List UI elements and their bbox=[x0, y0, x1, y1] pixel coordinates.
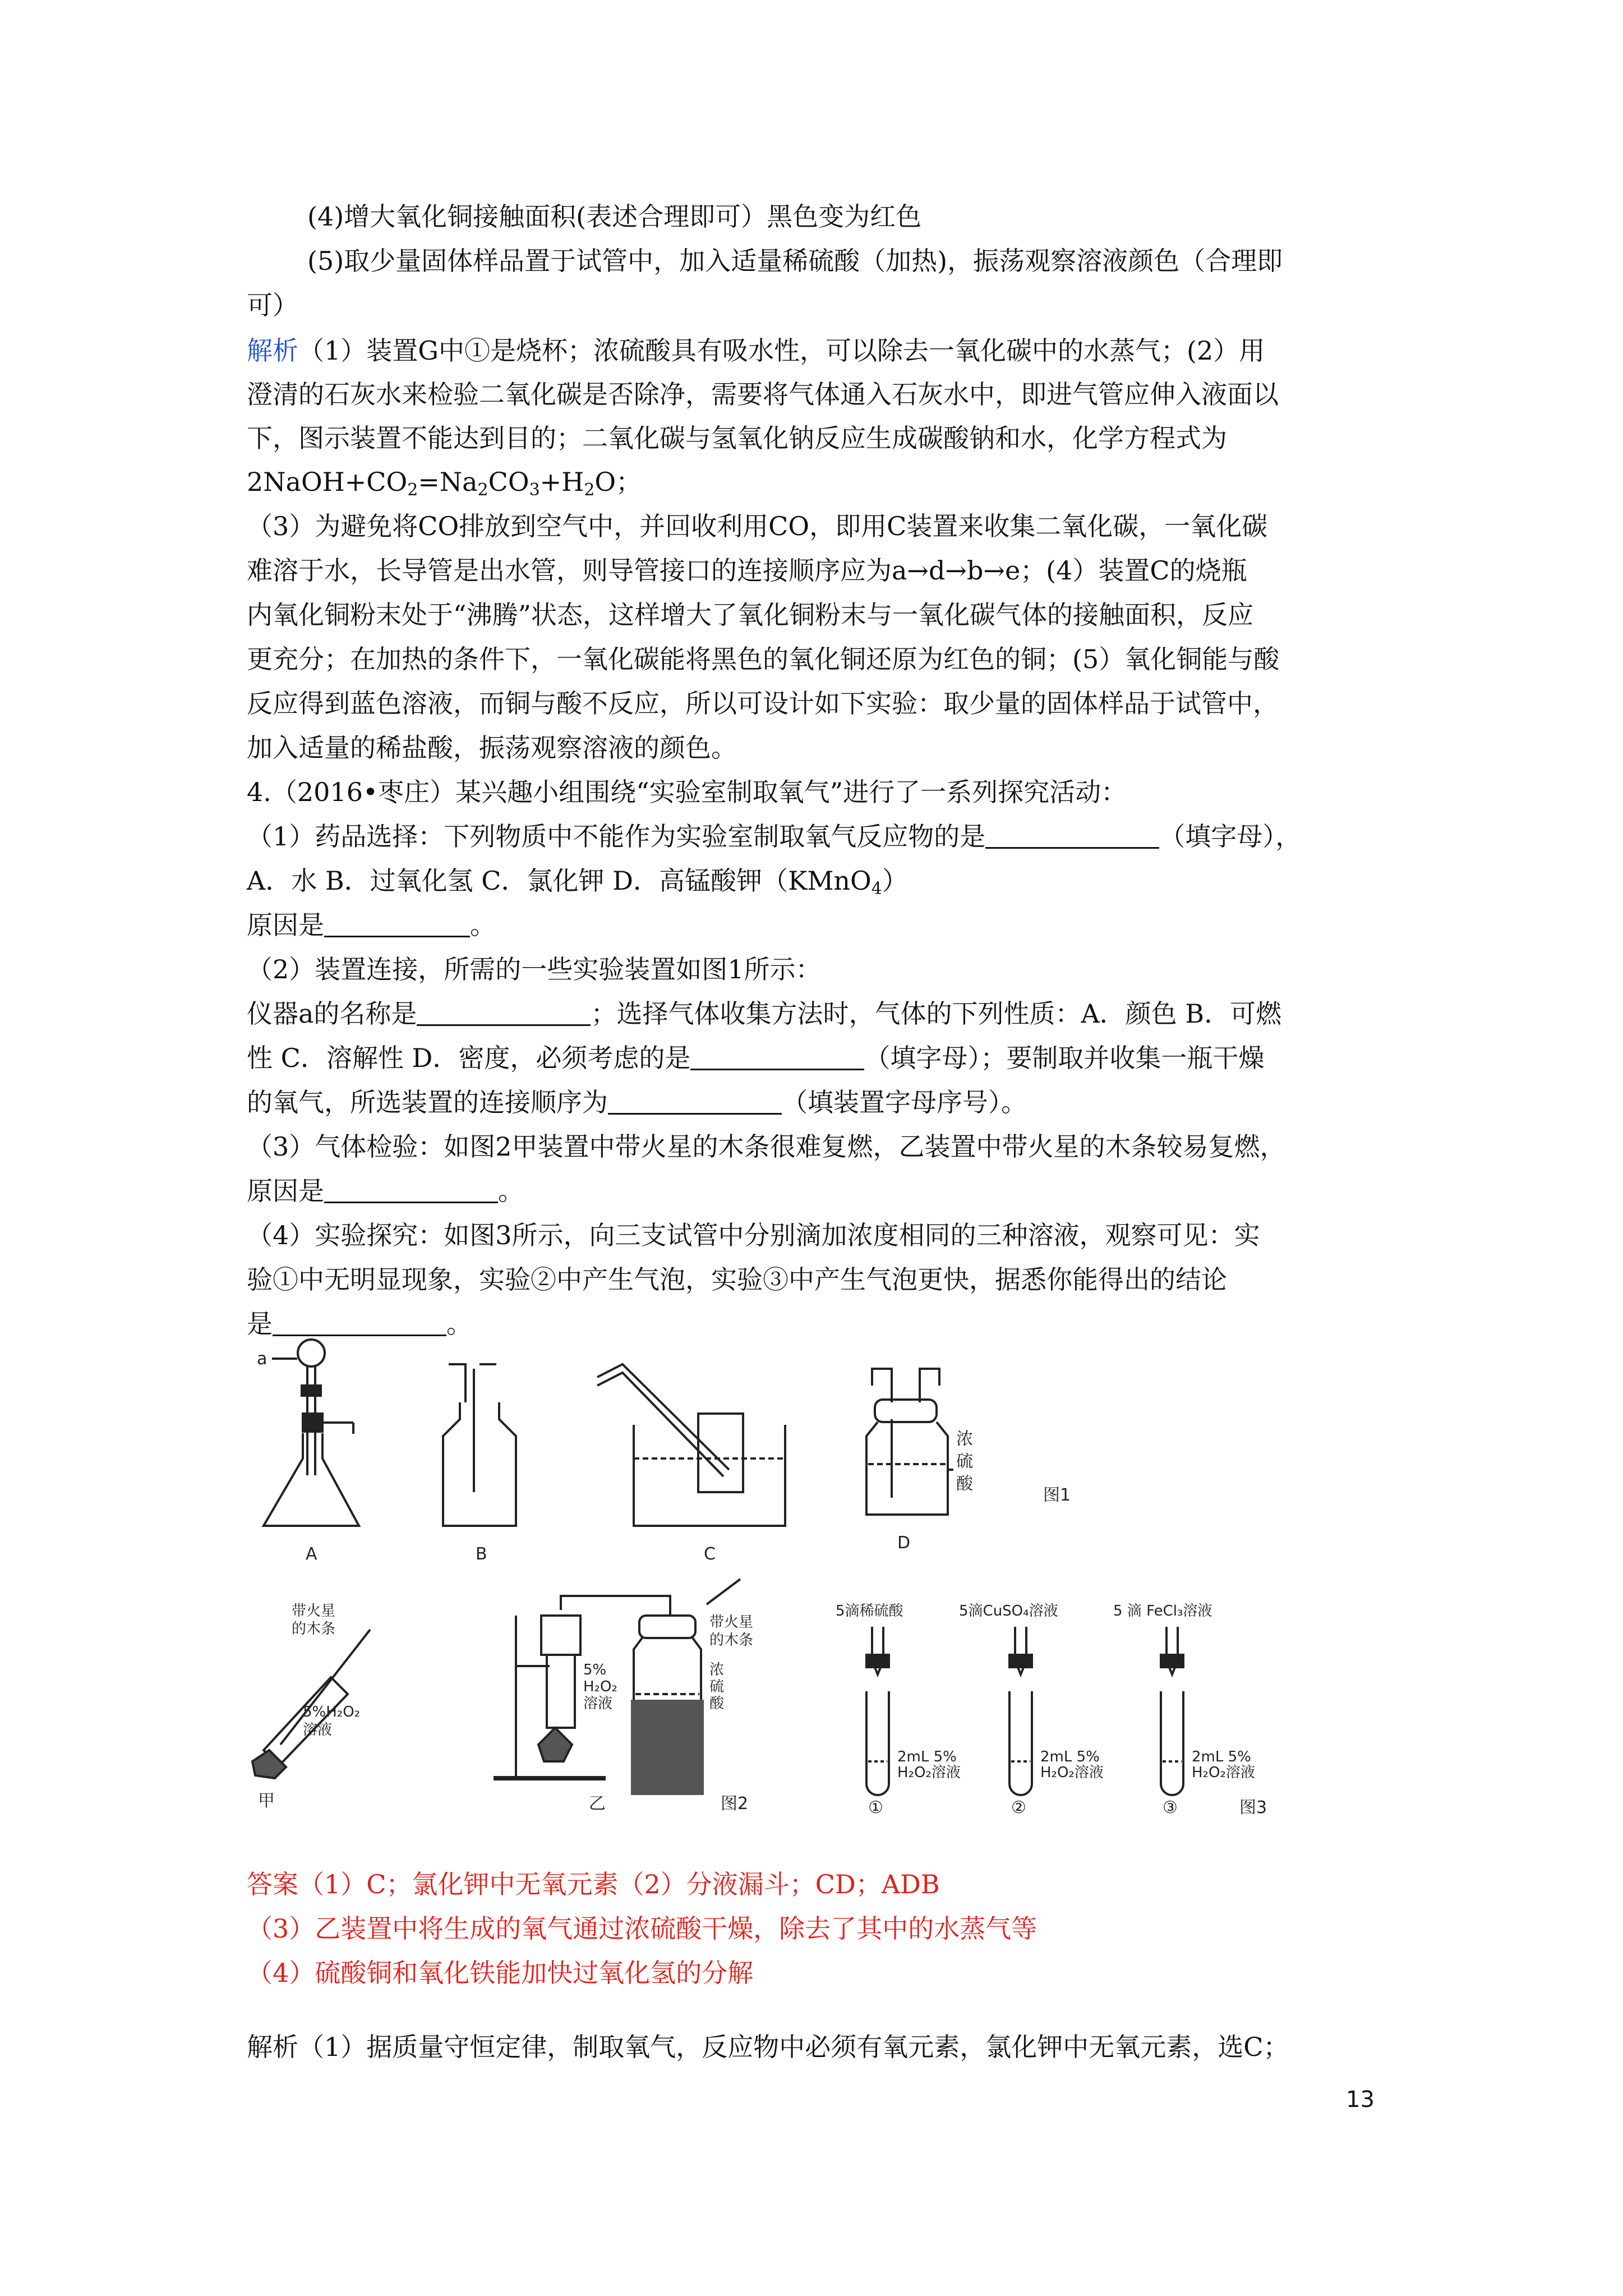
svg-text:酸: 酸 bbox=[709, 1695, 725, 1712]
question-4-part-4-c: 是 。 bbox=[247, 1309, 472, 1339]
svg-text:C: C bbox=[704, 1544, 716, 1564]
svg-text:H₂O₂: H₂O₂ bbox=[583, 1678, 617, 1695]
analysis-line-10: 加入适量的稀盐酸，振荡观察溶液的颜色。 bbox=[247, 733, 737, 763]
answer-line-1: 答案（1）C；氯化钾中无氧元素（2）分液漏斗；CD；ADB bbox=[247, 1869, 940, 1899]
apparatus-b-bottle bbox=[443, 1364, 516, 1564]
svg-text:带火星: 带火星 bbox=[709, 1614, 754, 1631]
svg-text:D: D bbox=[897, 1533, 911, 1553]
svg-text:③: ③ bbox=[1163, 1798, 1178, 1818]
analysis-line-6: 难溶于水，长导管是出水管，则导管接口的连接顺序应为a→d→b→e；(4）装置C的烧瓶 bbox=[247, 555, 1247, 586]
analysis-line-7: 内氧化铜粉末处于“沸腾”状态，这样增大了氧化铜粉末与一氧化碳气体的接触面积，反应 bbox=[247, 600, 1254, 630]
svg-text:H₂O₂溶液: H₂O₂溶液 bbox=[1040, 1764, 1104, 1781]
question-4-title: 4.（2016•枣庄）某兴趣小组围绕“实验室制取氧气”进行了一系列探究活动： bbox=[247, 777, 1127, 807]
apparatus-c-water-trough bbox=[597, 1364, 785, 1564]
question-4-options: A．水 B．过氧化氢 C．氯化钾 D．高锰酸钾（KMnO$_4$） bbox=[247, 866, 908, 899]
svg-text:的木条: 的木条 bbox=[292, 1621, 336, 1637]
svg-text:H₂O₂溶液: H₂O₂溶液 bbox=[1192, 1764, 1255, 1781]
svg-text:2mL 5%: 2mL 5% bbox=[1040, 1749, 1100, 1765]
svg-text:5 滴 FeCl₃溶液: 5 滴 FeCl₃溶液 bbox=[1113, 1603, 1212, 1619]
apparatus-d-wash-bottle bbox=[866, 1369, 1071, 1553]
svg-text:浓: 浓 bbox=[956, 1429, 973, 1449]
analysis-label: 解析 bbox=[247, 335, 298, 366]
analysis-line-8: 更充分；在加热的条件下，一氧化碳能将黑色的氧化铜还原为红色的铜；(5）氧化铜能与酸 bbox=[247, 644, 1280, 674]
svg-text:图3: 图3 bbox=[1239, 1798, 1267, 1818]
analysis-text: （1）装置G中①是烧杯；浓硫酸具有吸水性，可以除去一氧化碳中的水蒸气；(2）用 bbox=[298, 335, 1265, 366]
answer-line-5-cont: 可） bbox=[247, 290, 298, 320]
question-4-part-1: （1）药品选择：下列物质中不能作为实验室制取氧气反应物的是 （填字母）， bbox=[247, 821, 1302, 852]
analysis-line-2: 澄清的石灰水来检验二氧化碳是否除净，需要将气体通入石灰水中，即进气管应伸入液面以 bbox=[247, 379, 1279, 409]
svg-text:2mL 5%: 2mL 5% bbox=[1192, 1749, 1251, 1765]
svg-text:5滴稀硫酸: 5滴稀硫酸 bbox=[836, 1603, 903, 1619]
svg-text:2mL 5%: 2mL 5% bbox=[897, 1749, 957, 1765]
svg-text:溶液: 溶液 bbox=[583, 1695, 613, 1712]
svg-text:甲: 甲 bbox=[258, 1791, 275, 1811]
analysis-line-3: 下，图示装置不能达到目的；二氧化碳与氢氧化钠反应生成碳酸钠和水，化学方程式为 bbox=[247, 423, 1227, 453]
svg-text:①: ① bbox=[868, 1798, 883, 1818]
svg-text:图1: 图1 bbox=[1043, 1485, 1071, 1505]
question-4-part-3: （3）气体检验：如图2甲装置中带火星的木条很难复燃，乙装置中带火星的木条较易复燃， bbox=[247, 1131, 1286, 1162]
question-4-part-2-b: 性 C．溶解性 D．密度，必须考虑的是 （填字母）；要制取并收集一瓶干燥 bbox=[247, 1043, 1265, 1073]
question-4-part-2: （2）装置连接，所需的一些实验装置如图1所示： bbox=[247, 954, 822, 984]
svg-text:H₂O₂溶液: H₂O₂溶液 bbox=[897, 1764, 961, 1781]
apparatus-yi bbox=[494, 1579, 753, 1814]
svg-text:的木条: 的木条 bbox=[709, 1632, 754, 1649]
svg-text:B: B bbox=[476, 1544, 487, 1564]
svg-text:②: ② bbox=[1011, 1798, 1026, 1818]
svg-text:5%: 5% bbox=[583, 1662, 607, 1678]
svg-text:浓: 浓 bbox=[709, 1662, 725, 1678]
final-analysis-line: 解析（1）据质量守恒定律，制取氧气，反应物中必须有氧元素，氯化钾中无氧元素，选C； bbox=[247, 2032, 1289, 2062]
svg-text:5滴CuSO₄溶液: 5滴CuSO₄溶液 bbox=[959, 1603, 1058, 1619]
test-tube-2 bbox=[959, 1603, 1104, 1818]
svg-text:溶液: 溶液 bbox=[303, 1722, 333, 1738]
svg-text:酸: 酸 bbox=[956, 1474, 973, 1494]
svg-text:带火星: 带火星 bbox=[292, 1603, 336, 1619]
question-4-reason: 原因是 。 bbox=[247, 910, 496, 940]
svg-text:A: A bbox=[306, 1544, 317, 1564]
svg-text:5%H₂O₂: 5%H₂O₂ bbox=[303, 1704, 361, 1720]
answer-line-2: （3）乙装置中将生成的氧气通过浓硫酸干燥，除去了其中的水蒸气等 bbox=[247, 1913, 1038, 1944]
svg-text:硫: 硫 bbox=[709, 1678, 725, 1695]
question-4-part-4-b: 验①中无明显现象，实验②中产生气泡，实验③中产生气泡更快，据悉你能得出的结论 bbox=[247, 1264, 1227, 1295]
svg-text:a: a bbox=[257, 1349, 268, 1369]
test-tube-1 bbox=[836, 1603, 961, 1818]
apparatus-jia bbox=[252, 1603, 370, 1811]
analysis-line-9: 反应得到蓝色溶液，而铜与酸不反应，所以可设计如下实验：取少量的固体样品于试管中， bbox=[247, 688, 1279, 719]
page-number: 13 bbox=[1346, 2087, 1375, 2113]
svg-text:图2: 图2 bbox=[721, 1794, 749, 1814]
question-4-part-3-reason: 原因是 。 bbox=[247, 1176, 524, 1206]
answer-line-5: (5)取少量固体样品置于试管中，加入适量稀硫酸（加热)，振荡观察溶液颜色（合理即 bbox=[307, 246, 1283, 276]
test-tube-3 bbox=[1113, 1603, 1267, 1818]
svg-text:乙: 乙 bbox=[589, 1794, 606, 1814]
analysis-line-5: （3）为避免将CO排放到空气中，并回收利用CO，即用C装置来收集二氧化碳，一氧化碳 bbox=[247, 511, 1268, 541]
question-4-part-2-a: 仪器a的名称是 ；选择气体收集方法时，气体的下列性质：A．颜色 B．可燃 bbox=[247, 999, 1282, 1029]
answer-line-3: （4）硫酸铜和氧化铁能加快过氧化氢的分解 bbox=[247, 1958, 754, 1988]
chemical-equation: $2NaOH+CO_2=Na_2CO_3+H_2O$； bbox=[247, 467, 642, 500]
svg-text:硫: 硫 bbox=[956, 1452, 973, 1471]
question-4-part-2-c: 的氧气，所选装置的连接顺序为 （填装置字母序号）。 bbox=[247, 1087, 1027, 1117]
answer-line-4: (4)增大氧化铜接触面积(表述合理即可）黑色变为红色 bbox=[307, 201, 922, 232]
apparatus-a-flask bbox=[257, 1340, 359, 1564]
question-4-part-4: （4）实验探究：如图3所示，向三支试管中分别滴加浓度相同的三种溶液，观察可见：实 bbox=[247, 1220, 1260, 1250]
